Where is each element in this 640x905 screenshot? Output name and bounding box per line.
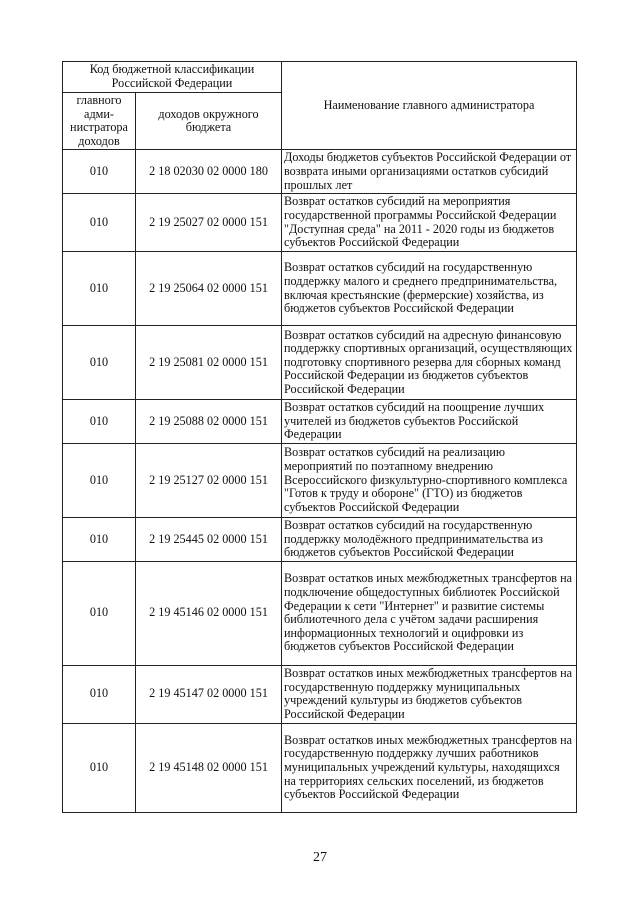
- admin-code-cell: 010: [63, 194, 136, 252]
- page-number: 27: [313, 850, 327, 865]
- administrator-name-cell: Возврат остатков иных межбюджетных трансфертов на государственную поддержку муниципальных учреждений культуры из бюджетов субъектов Российской Федерации: [282, 665, 577, 723]
- table-body: [63, 150, 577, 812]
- administrator-name-cell: Возврат остатков субсидий на адресную финансовую поддержку спортивных организаций, осуществляющих подготовку спортивного резерва для сборных команд Российской Федерации из бюджетов субъектов Российской Федерации: [282, 326, 577, 400]
- table-row: [63, 252, 577, 326]
- admin-code-cell: 010: [63, 665, 136, 723]
- header-kbk-column: доходов окружного бюджета: [136, 93, 282, 150]
- admin-code-cell: 010: [63, 400, 136, 444]
- admin-code-cell: 010: [63, 723, 136, 812]
- kbk-code-cell: 2 19 25127 02 0000 151: [136, 443, 282, 517]
- table-row: [63, 326, 577, 400]
- administrator-name-cell: Возврат остатков субсидий на государственную поддержку малого и среднего предпринимательства, включая крестьянские (фермерские) хозяйства, из бюджетов субъектов Российской Федерации: [282, 252, 577, 326]
- kbk-code-cell: 2 19 25064 02 0000 151: [136, 252, 282, 326]
- kbk-code-cell: 2 19 25027 02 0000 151: [136, 194, 282, 252]
- admin-code-cell: 010: [63, 517, 136, 561]
- table-row: [63, 443, 577, 517]
- table-row: [63, 723, 577, 812]
- kbk-code-cell: 2 19 25088 02 0000 151: [136, 400, 282, 444]
- admin-code-cell: 010: [63, 252, 136, 326]
- administrator-name-cell: Возврат остатков иных межбюджетных трансфертов на государственную поддержку лучших работников муниципальных учреждений культуры, находящихся на территориях сельских поселений, из бюджетов субъектов Российской Федерации: [282, 723, 577, 812]
- budget-classification-table: [62, 61, 577, 813]
- header-group-title: Код бюджетной классификации Российской Федерации: [63, 62, 282, 93]
- header-row-top: [63, 62, 577, 93]
- administrator-name-cell: Возврат остатков субсидий на мероприятия государственной программы Российской Федерации "Доступная среда" на 2011 - 2020 годы из бюджетов субъектов Российской Федерации: [282, 194, 577, 252]
- table-row: [63, 400, 577, 444]
- table-row: [63, 517, 577, 561]
- administrator-name-cell: Возврат остатков субсидий на поощрение лучших учителей из бюджетов субъектов Российской Федерации: [282, 400, 577, 444]
- kbk-code-cell: 2 19 25445 02 0000 151: [136, 517, 282, 561]
- table-row: [63, 150, 577, 194]
- administrator-name-cell: Возврат остатков субсидий на государственную поддержку молодёжного предпринимательства из бюджетов субъектов Российской Федерации: [282, 517, 577, 561]
- admin-code-cell: 010: [63, 150, 136, 194]
- admin-code-cell: 010: [63, 561, 136, 665]
- kbk-code-cell: 2 19 45148 02 0000 151: [136, 723, 282, 812]
- kbk-code-cell: 2 19 45146 02 0000 151: [136, 561, 282, 665]
- administrator-name-cell: Возврат остатков субсидий на реализацию мероприятий по поэтапному внедрению Всероссийского физкультурно-спортивного комплекса "Готов к труду и обороне" (ГТО) из бюджетов субъектов Российской Федерации: [282, 443, 577, 517]
- administrator-name-cell: Доходы бюджетов субъектов Российской Федерации от возврата иными организациями остатков субсидий прошлых лет: [282, 150, 577, 194]
- kbk-code-cell: 2 18 02030 02 0000 180: [136, 150, 282, 194]
- kbk-code-cell: 2 19 25081 02 0000 151: [136, 326, 282, 400]
- admin-code-cell: 010: [63, 443, 136, 517]
- table-row: [63, 561, 577, 665]
- header-name-column: Наименование главного администратора: [282, 62, 577, 150]
- table-row: [63, 665, 577, 723]
- header-admin-column: главного адми-нистратора доходов: [63, 93, 136, 150]
- table-row: [63, 194, 577, 252]
- admin-code-cell: 010: [63, 326, 136, 400]
- kbk-code-cell: 2 19 45147 02 0000 151: [136, 665, 282, 723]
- administrator-name-cell: Возврат остатков иных межбюджетных трансфертов на подключение общедоступных библиотек Российской Федерации к сети "Интернет" и развитие системы библиотечного дела с учётом задачи расширения информационных технологий и оцифровки из бюджетов субъектов Российской Федерации: [282, 561, 577, 665]
